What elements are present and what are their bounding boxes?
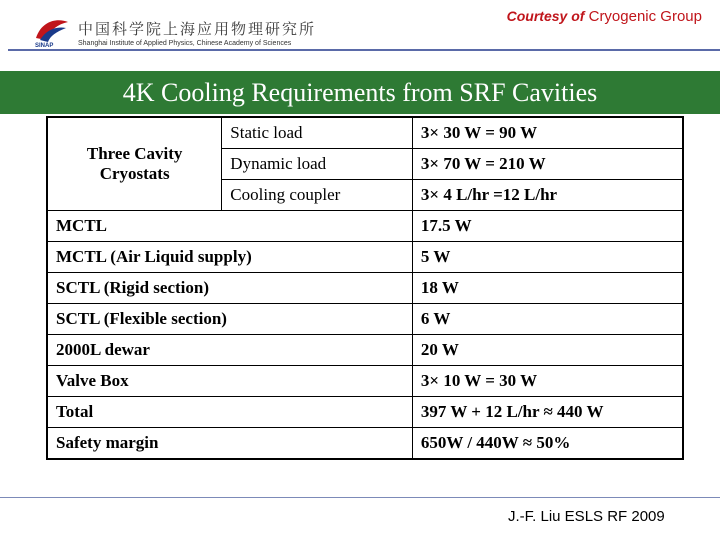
table-row (47, 366, 683, 397)
value-cell: 3× 10 W = 30 W (412, 366, 683, 397)
table-row (47, 211, 683, 242)
item-cell: MCTL (47, 211, 412, 242)
courtesy-note (507, 8, 702, 25)
value-cell: 18 W (412, 273, 683, 304)
logo-english-name: Shanghai Institute of Applied Physics, Chinese Academy of Sciences (78, 40, 292, 47)
table-row (47, 428, 683, 460)
table-row (47, 304, 683, 335)
courtesy-lead: Courtesy of (506, 8, 585, 24)
table-row (47, 335, 683, 366)
value-cell: 650W / 440W ≈ 50% (412, 428, 683, 460)
item-cell: Static load (222, 117, 413, 149)
title-banner (0, 71, 720, 114)
cooling-requirements-table (46, 116, 684, 460)
item-cell: SCTL (Rigid section) (47, 273, 412, 304)
item-cell: SCTL (Flexible section) (47, 304, 412, 335)
logo-abbreviation: SINAP (35, 43, 54, 49)
value-cell: 6 W (412, 304, 683, 335)
value-cell: 5 W (412, 242, 683, 273)
header-divider (8, 49, 720, 51)
institute-logo (32, 16, 317, 50)
item-cell: Cooling coupler (222, 180, 413, 211)
item-cell: Total (47, 397, 412, 428)
value-cell: 3× 70 W = 210 W (412, 149, 683, 180)
value-cell: 17.5 W (412, 211, 683, 242)
table-row (47, 117, 683, 149)
value-cell: 397 W + 12 L/hr ≈ 440 W (412, 397, 683, 428)
item-cell: MCTL (Air Liquid supply) (47, 242, 412, 273)
table-row (47, 242, 683, 273)
table-row (47, 273, 683, 304)
table-row (47, 397, 683, 428)
value-cell: 3× 30 W = 90 W (412, 117, 683, 149)
item-cell: Safety margin (47, 428, 412, 460)
item-cell: 2000L dewar (47, 335, 412, 366)
footer-divider (0, 497, 720, 498)
item-cell: Valve Box (47, 366, 412, 397)
value-cell: 3× 4 L/hr =12 L/hr (412, 180, 683, 211)
value-cell: 20 W (412, 335, 683, 366)
footer-credit: J.-F. Liu ESLS RF 2009 (508, 508, 665, 525)
courtesy-group: Cryogenic Group (588, 8, 702, 25)
logo-chinese-name: 中国科学院上海应用物理研究所 (78, 20, 317, 38)
group-label-cell: Three Cavity Cryostats (47, 117, 222, 211)
slide-title: 4K Cooling Requirements from SRF Cavities (122, 77, 598, 107)
item-cell: Dynamic load (222, 149, 413, 180)
